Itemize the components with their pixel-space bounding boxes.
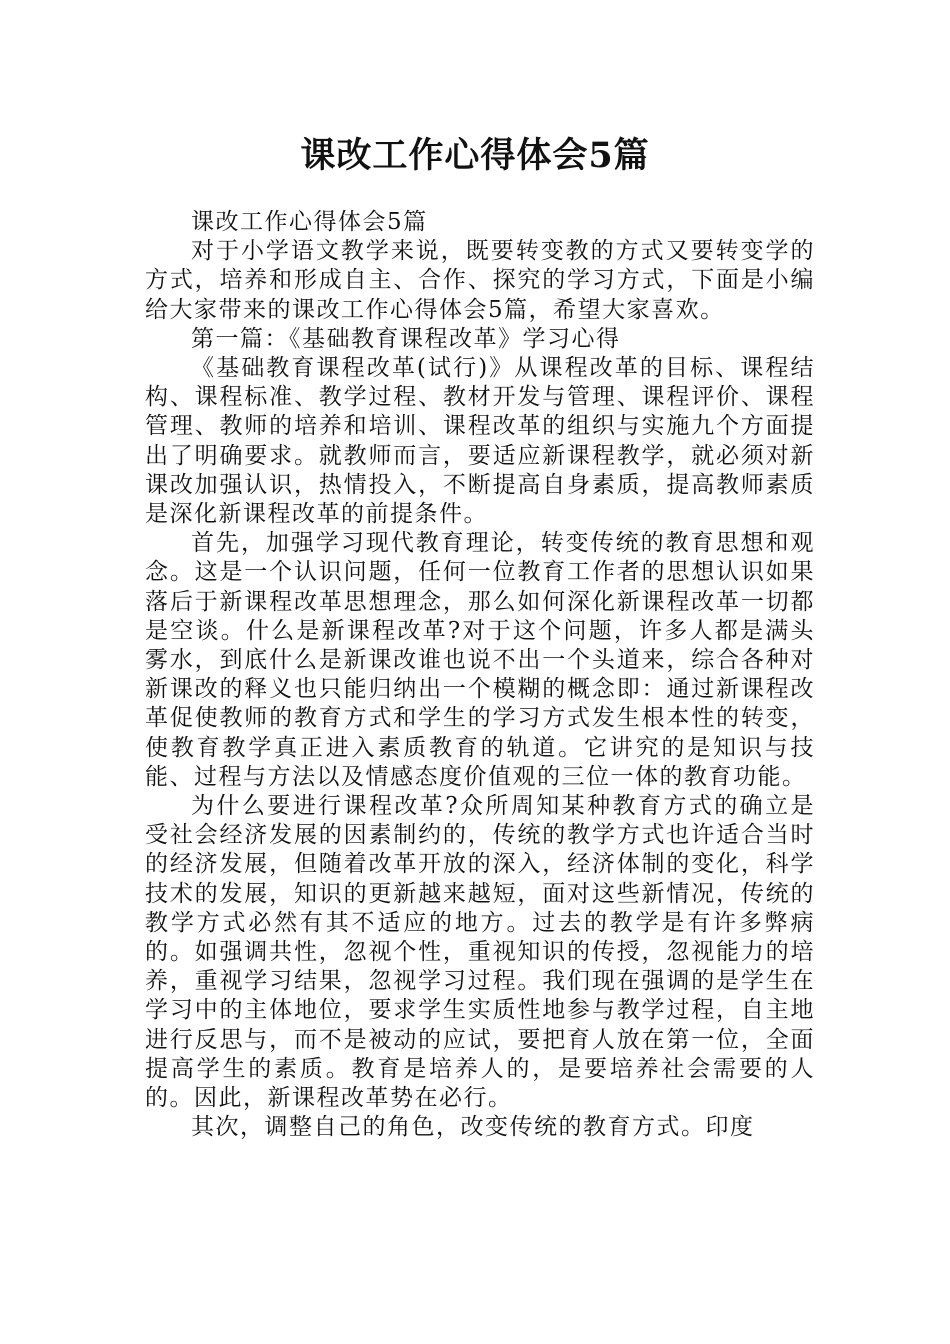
paragraph: 首先，加强学习现代教育理论，转变传统的教育思想和观念。这是一个认识问题，任何一位教育工作者的思想认识如果落后于新课程改革思想理念，那么如何深化新课程改革一切都是空谈。什么是新课程改革?对于这个问题，许多人都是满头雾水，到底什么是新课改谁也说不出一个头道来，综合各种对新课改的释义也只能归纳出一个模糊的概念即：通过新课程改革促使教师的教育方式和学生的学习方式发生根本性的转变，使教育教学真正进入素质教育的轨道。它讲究的是知识与技能、过程与方法以及情感态度价值观的三位一体的教育功能。 (145, 530, 815, 790)
paragraph-section-heading: 第一篇：《基础教育课程改革》学习心得 (191, 325, 621, 352)
paragraph-subtitle: 课改工作心得体会5篇 (191, 209, 428, 235)
paragraph: 其次，调整自己的角色，改变传统的教育方式。印度 (191, 1114, 755, 1141)
document-body (145, 208, 815, 1143)
document-title: 课改工作心得体会5篇 (300, 135, 650, 176)
paragraph: 《基础教育课程改革(试行)》从课程改革的目标、课程结构、课程标准、教学过程、教材开发与管理、课程评价、课程管理、教师的培养和培训、课程改革的组织与实施九个方面提出了明确要求。就教师而言，要适应新课程教学，就必须对新课改加强认识，热情投入，不断提高自身素质，提高教师素质是深化新课程改革的前提条件。 (145, 355, 815, 528)
paragraph: 为什么要进行课程改革?众所周知某种教育方式的确立是受社会经济发展的因素制约的，传统的教学方式也许适合当时的经济发展，但随着改革开放的深入，经济体制的变化，科学技术的发展，知识的更新越来越短，面对这些新情况，传统的教学方式必然有其不适应的地方。过去的教学是有许多弊病的。如强调共性，忽视个性，重视知识的传授，忽视能力的培养，重视学习结果，忽视学习过程。我们现在强调的是学生在学习中的主体地位，要求学生实质性地参与教学过程，自主地进行反思与，而不是被动的应试，要把育人放在第一位，全面提高学生的素质。教育是培养人的，是要培养社会需要的人的。因此，新课程改革势在必行。 (145, 793, 815, 1112)
paragraph-intro: 对于小学语文教学来说，既要转变教的方式又要转变学的方式，培养和形成自主、合作、探究的学习方式，下面是小编给大家带来的课改工作心得体会5篇，希望大家喜欢。 (145, 238, 815, 323)
